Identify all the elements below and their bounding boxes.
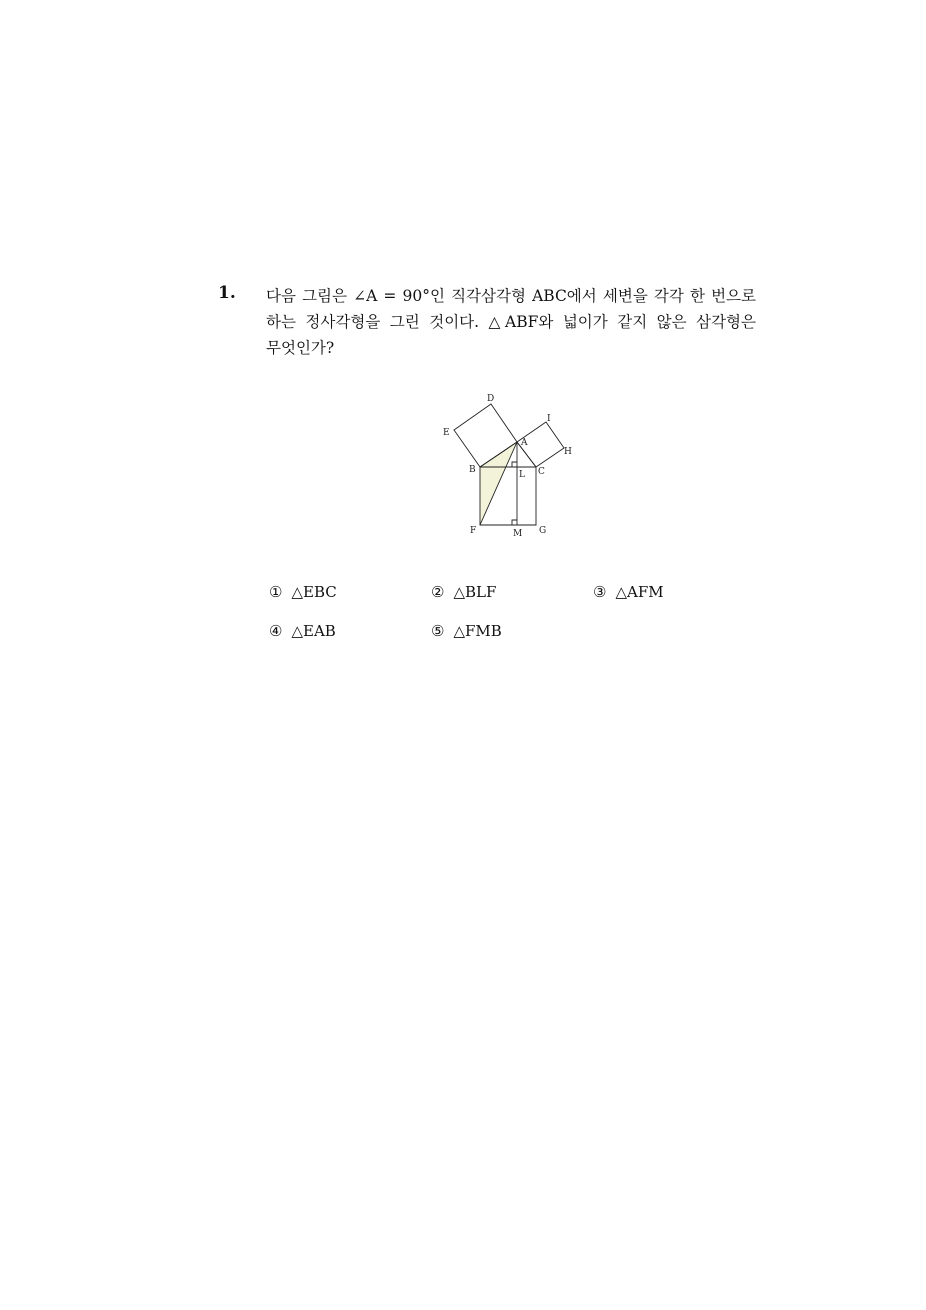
figure-svg — [438, 390, 578, 540]
choice-number: ① — [269, 583, 283, 601]
choice-text: △EBC — [291, 583, 337, 601]
label-l: L — [519, 470, 525, 480]
choice-2[interactable] — [431, 583, 496, 601]
choice-number: ③ — [593, 583, 607, 601]
label-c: C — [538, 467, 545, 477]
choice-4[interactable] — [269, 622, 336, 640]
label-i: I — [547, 414, 551, 424]
label-e: E — [443, 428, 450, 438]
choice-number: ⑤ — [431, 622, 445, 640]
choice-number: ④ — [269, 622, 283, 640]
label-m: M — [513, 529, 523, 539]
question-line: 무엇인가? — [266, 339, 335, 357]
choice-text: △FMB — [453, 622, 502, 640]
right-angle-mark-l — [512, 462, 517, 467]
choice-text: △BLF — [453, 583, 497, 601]
choice-number: ② — [431, 583, 445, 601]
label-f: F — [470, 526, 477, 536]
choice-1[interactable] — [269, 583, 337, 601]
choice-text: △EAB — [291, 622, 336, 640]
label-h: H — [564, 447, 572, 457]
question-line: 하는 정사각형을 그린 것이다. △ABF와 넓이가 같지 않은 삼각형은 — [266, 313, 756, 331]
label-g: G — [539, 526, 547, 536]
question-line: 다음 그림은 ∠A = 90°인 직각삼각형 ABC에서 세변을 각각 한 번으로 — [266, 287, 756, 305]
label-b: B — [469, 465, 476, 475]
right-angle-mark-m — [512, 520, 517, 525]
pythagoras-figure — [438, 390, 578, 540]
label-d: D — [487, 394, 495, 404]
choice-text: △AFM — [615, 583, 664, 601]
choice-3[interactable] — [593, 583, 664, 601]
choice-5[interactable] — [431, 622, 502, 640]
label-a: A — [521, 438, 528, 448]
question-text — [266, 283, 756, 361]
question-number: 1. — [218, 283, 236, 303]
